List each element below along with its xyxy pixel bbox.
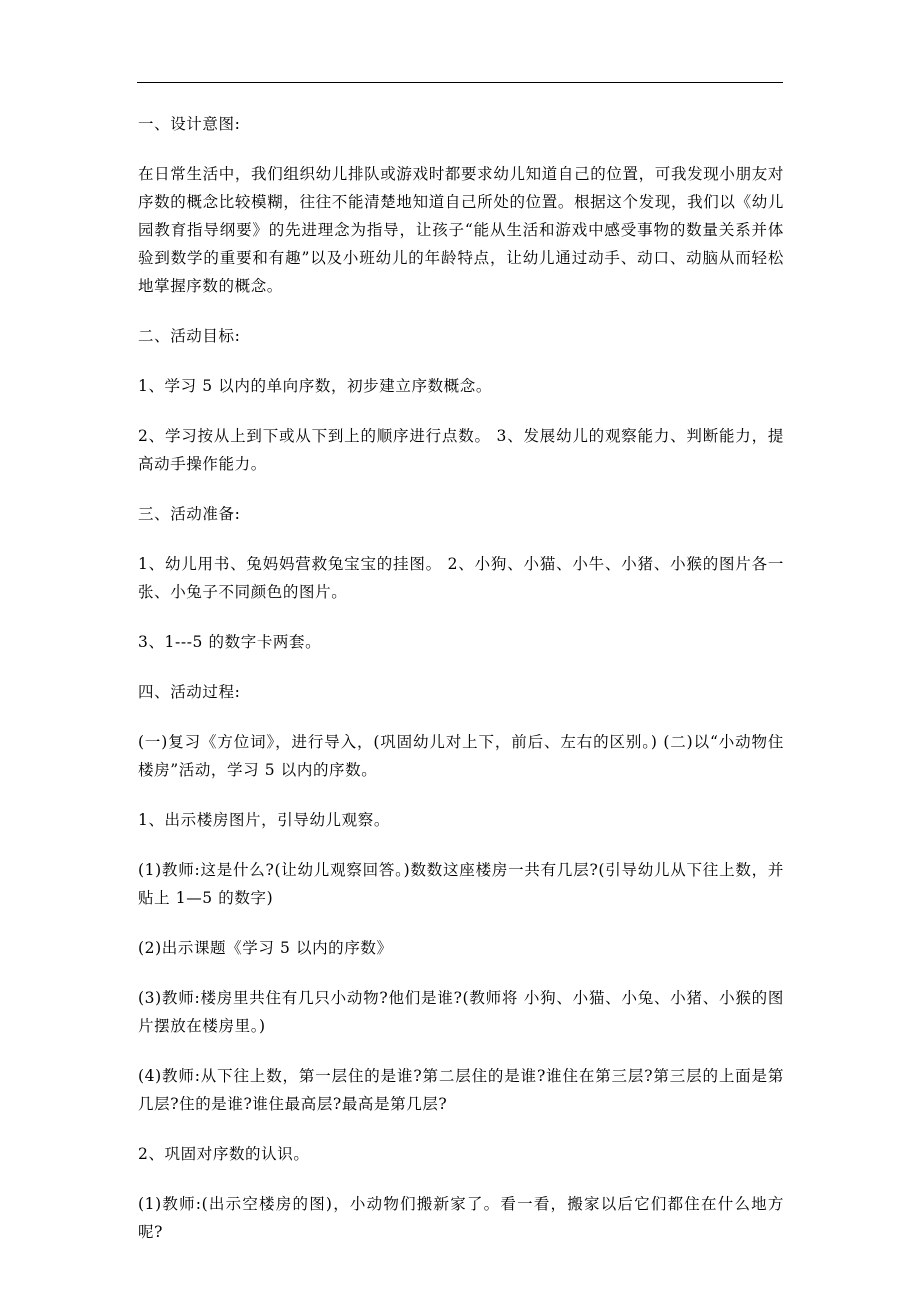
paragraph-step-1: 1、出示楼房图片，引导幼儿观察。 [138, 811, 390, 829]
paragraph-step-1-1: (1)教师:这是什么?(让幼儿观察回答。)数数这座楼房一共有几层?(引导幼儿从下往上数，并贴上 1—5 的数字) [138, 861, 784, 907]
section-heading-activity-goals: 二、活动目标: [138, 327, 241, 345]
section-heading-activity-preparation: 三、活动准备: [138, 505, 241, 523]
paragraph-step-2: 2、巩固对序数的认识。 [138, 1145, 310, 1163]
paragraph-step-2-1: (1)教师:(出示空楼房的图)，小动物们搬新家了。看一看，搬家以后它们都住在什么地方呢? [138, 1195, 784, 1241]
paragraph-goal-1: 1、学习 5 以内的单向序数，初步建立序数概念。 [138, 377, 492, 395]
paragraph-step-1-3: (3)教师:楼房里共住有几只小动物?他们是谁?(教师将 小狗、小猫、小兔、小猪、小猴的图片摆放在楼房里。) [138, 989, 784, 1035]
paragraph-process-intro: (一)复习《方位词》，进行导入，(巩固幼儿对上下，前后、左右的区别。) (二)以“小动物住楼房”活动，学习 5 以内的序数。 [138, 733, 784, 779]
document-body [138, 110, 784, 1268]
paragraph-step-1-2: (2)出示课题《学习 5 以内的序数》 [138, 939, 393, 957]
paragraph-preparation-3: 3、1---5 的数字卡两套。 [138, 633, 322, 651]
paragraph-goal-2-3: 2、学习按从上到下或从下到上的顺序进行点数。 3、发展幼儿的观察能力、判断能力，提高动手操作能力。 [138, 427, 784, 473]
header-rule [137, 82, 783, 83]
paragraph-design-intent: 在日常生活中，我们组织幼儿排队或游戏时都要求幼儿知道自己的位置，可我发现小朋友对序数的概念比较模糊，往往不能清楚地知道自己所处的位置。根据这个发现，我们以《幼儿园教育指导纲要》的先进理念为指导，让孩子“能从生活和游戏中感受事物的数量关系并体验到数学的重要和有趣”以及小班幼儿的年龄特点，让幼儿通过动手、动口、动脑从而轻松地掌握序数的概念。 [138, 165, 784, 295]
paragraph-step-1-4: (4)教师:从下往上数，第一层住的是谁?第二层住的是谁?谁住在第三层?第三层的上面是第几层?住的是谁?谁住最高层?最高是第几层? [138, 1067, 784, 1113]
section-heading-design-intent: 一、设计意图: [138, 115, 241, 133]
paragraph-preparation-1-2: 1、幼儿用书、兔妈妈营救兔宝宝的挂图。 2、小狗、小猫、小牛、小猪、小猴的图片各一张、小兔子不同颜色的图片。 [138, 555, 784, 601]
section-heading-activity-process: 四、活动过程: [138, 683, 241, 701]
